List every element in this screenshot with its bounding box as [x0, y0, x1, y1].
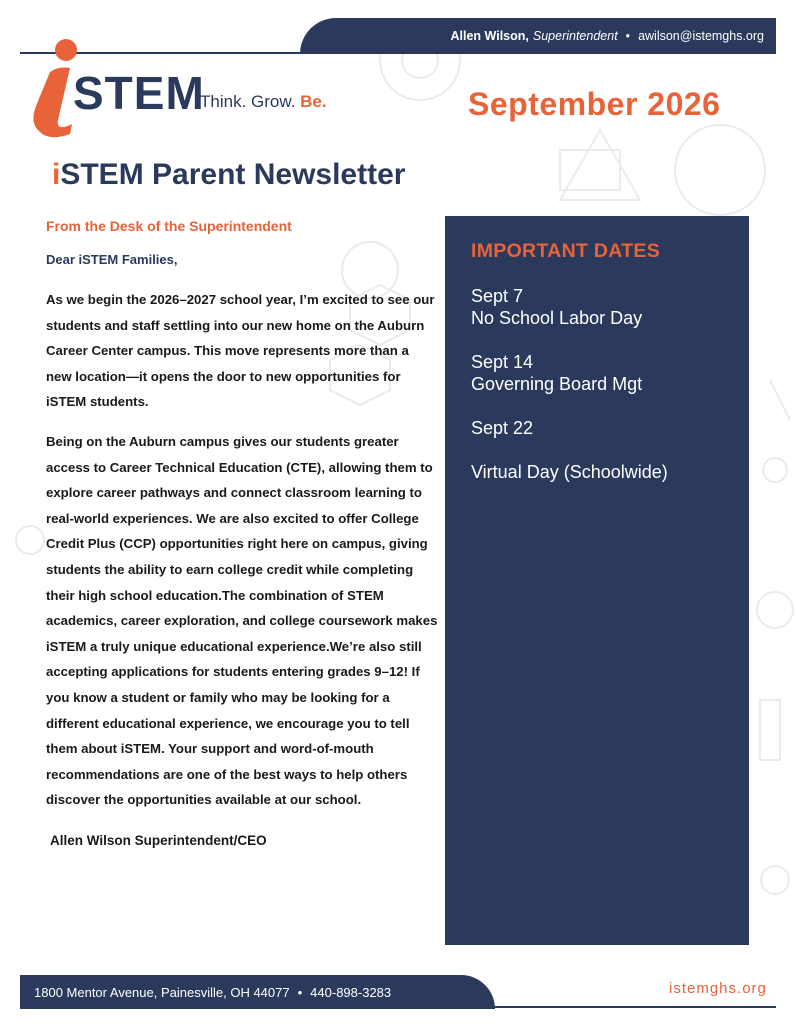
footer-address: 1800 Mentor Avenue, Painesville, OH 44077 — [34, 984, 290, 1000]
logo-tagline — [200, 92, 327, 112]
date-item — [471, 417, 723, 439]
date-label: Sept 14 — [471, 352, 534, 372]
date-event: No School Labor Day — [471, 308, 643, 328]
header-contact-bar — [300, 18, 776, 54]
newsletter-title-prefix: i — [52, 158, 61, 191]
logo-tagline-main: Think. Grow. — [200, 92, 296, 111]
header-separator: • — [625, 29, 631, 43]
footer-website-link[interactable]: istemghs.org — [669, 980, 767, 997]
letter-paragraph: As we begin the 2026–2027 school year, I’m excited to see our students and staff settling into our new home on the Auburn Career Center campus. This move represents more than a new location—it opens the door to new opportunities for iSTEM students. — [46, 292, 435, 410]
letter-heading: From the Desk of the Superintendent — [46, 218, 292, 234]
issue-month-title: September 2026 — [468, 86, 721, 122]
header-email-link[interactable]: awilson@istemghs.org — [638, 29, 764, 43]
newsletter-title — [52, 158, 405, 192]
important-dates-panel — [445, 216, 749, 945]
logo-wordmark: STEM — [73, 67, 205, 119]
logo-tagline-accent: Be. — [300, 92, 327, 111]
date-item — [471, 461, 723, 483]
letter-signature: Allen Wilson Superintendent/CEO — [50, 832, 267, 848]
header-title: Superintendent — [532, 29, 618, 43]
date-item — [471, 351, 723, 395]
footer-phone[interactable]: 440-898-3283 — [310, 984, 392, 1000]
letter-greeting: Dear iSTEM Families, — [46, 252, 178, 267]
important-dates-title: IMPORTANT DATES — [471, 240, 661, 262]
superintendent-letter — [46, 218, 438, 848]
header-name: Allen Wilson, — [450, 29, 529, 43]
date-item — [471, 285, 723, 329]
letter-paragraph: Being on the Auburn campus gives our students greater access to Career Technical Education (CTE), allowing them to explore career pathways and connect classroom learning to real-world experiences. We are also excited to offer College Credit Plus (CCP) opportunities right here on campus, giving students the ability to earn college credit while completing their high school education.The combination of STEM academics, career exploration, and college coursework makes iSTEM a truly unique educational experience.We’re also still accepting applications for students entering grades 9–12! If you know a student or family who may be looking for a different educational experience, we encourage you to tell them about iSTEM. Your support and word-of-mouth recommendations are one of the best ways to help others discover the opportunities available at our school. — [46, 433, 438, 808]
footer-contact-bar — [20, 975, 495, 1009]
date-event: Governing Board Mgt — [471, 374, 643, 394]
date-event: Virtual Day (Schoolwide) — [471, 462, 668, 482]
date-label: Sept 22 — [471, 418, 534, 438]
footer-rule — [20, 1006, 776, 1008]
date-label: Sept 7 — [471, 286, 524, 306]
newsletter-title-rest: STEM Parent Newsletter — [60, 158, 406, 191]
footer-separator: • — [297, 984, 303, 1000]
